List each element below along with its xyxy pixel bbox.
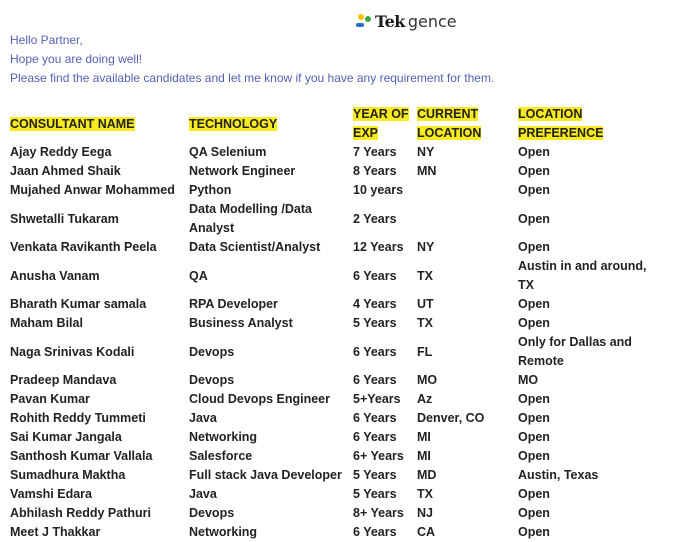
cell-technology: Salesforce (189, 449, 253, 463)
cell-experience: 5+Years (353, 392, 401, 406)
cell-location-preference: Open (518, 411, 550, 425)
cell-location-preference: Open (518, 145, 550, 159)
cell-consultant-name: Bharath Kumar samala (10, 297, 147, 311)
cell-current-location: Denver, CO (417, 411, 485, 425)
cell-technology: Data Modelling /Data Analyst (189, 202, 312, 235)
cell-current-location: Az (417, 392, 433, 406)
greeting-block (10, 31, 494, 88)
cell-consultant-name: Pavan Kumar (10, 392, 90, 406)
cell-consultant-name: Ajay Reddy Eega (10, 145, 112, 159)
table-header-row (10, 105, 648, 143)
cell-consultant-name: Shwetalli Tukaram (10, 211, 119, 226)
cell-technology: Networking (189, 430, 258, 444)
cell-current-location (417, 181, 518, 200)
cell-location-preference: Open (518, 297, 550, 311)
cell-experience: 8 Years (353, 164, 397, 178)
cell-current-location: MO (417, 373, 438, 387)
cell-current-location: TX (417, 268, 433, 283)
cell-location-preference: Open (518, 211, 550, 226)
logo-mark-icon (356, 13, 374, 31)
cell-location-preference: Austin in and around, TX (518, 259, 647, 292)
cell-location-preference: Austin, Texas (518, 468, 599, 482)
cell-consultant-name: Venkata Ravikanth Peela (10, 240, 157, 254)
cell-location-preference: Open (518, 316, 550, 330)
cell-current-location: MI (417, 430, 431, 444)
header-technology: TECHNOLOGY (189, 116, 278, 131)
cell-technology: Networking (189, 525, 258, 539)
greeting-line: Hello Partner, (10, 33, 83, 47)
cell-current-location: TX (417, 487, 433, 501)
cell-consultant-name: Vamshi Edara (10, 487, 92, 501)
cell-current-location: UT (417, 297, 434, 311)
table-row (10, 447, 648, 466)
cell-current-location: MD (417, 468, 437, 482)
header-consultant-name: CONSULTANT NAME (10, 116, 135, 131)
table-row (10, 295, 648, 314)
header-current-location: CURRENT LOCATION (417, 107, 482, 140)
cell-technology: Java (189, 411, 217, 425)
cell-technology: Data Scientist/Analyst (189, 240, 321, 254)
cell-experience: 5 Years (353, 316, 397, 330)
cell-consultant-name: Jaan Ahmed Shaik (10, 164, 121, 178)
cell-experience: 2 Years (353, 211, 397, 226)
candidates-table (10, 105, 648, 542)
table-row (10, 181, 648, 200)
cell-consultant-name: Mujahed Anwar Mohammed (10, 183, 175, 197)
cell-experience: 6 Years (353, 525, 397, 539)
cell-consultant-name: Sai Kumar Jangala (10, 430, 122, 444)
table-row (10, 428, 648, 447)
cell-technology: Java (189, 487, 217, 501)
cell-consultant-name: Santhosh Kumar Vallala (10, 449, 153, 463)
cell-current-location: NY (417, 145, 435, 159)
table-row (10, 162, 648, 181)
cell-technology: Business Analyst (189, 316, 293, 330)
cell-technology: Cloud Devops Engineer (189, 392, 330, 406)
cell-experience: 6 Years (353, 268, 397, 283)
cell-experience: 6+ Years (353, 449, 404, 463)
cell-current-location: NY (417, 240, 435, 254)
cell-experience: 6 Years (353, 373, 397, 387)
cell-experience: 7 Years (353, 145, 397, 159)
table-row (10, 200, 648, 238)
cell-consultant-name: Anusha Vanam (10, 268, 100, 283)
cell-consultant-name: Abhilash Reddy Pathuri (10, 506, 151, 520)
cell-technology: Network Engineer (189, 164, 296, 178)
tekgence-logo (356, 3, 457, 31)
table-row (10, 143, 648, 162)
cell-current-location: NJ (417, 506, 433, 520)
table-row (10, 333, 648, 371)
table-row (10, 409, 648, 428)
cell-current-location: MN (417, 164, 437, 178)
cell-consultant-name: Rohith Reddy Tummeti (10, 411, 146, 425)
cell-experience: 10 years (353, 183, 404, 197)
cell-experience: 12 Years (353, 240, 404, 254)
cell-technology: QA (189, 268, 208, 283)
cell-location-preference: Open (518, 525, 550, 539)
table-row (10, 485, 648, 504)
cell-consultant-name: Naga Srinivas Kodali (10, 344, 135, 359)
table-row (10, 523, 648, 542)
cell-technology: RPA Developer (189, 297, 278, 311)
table-row (10, 390, 648, 409)
cell-location-preference: Open (518, 183, 550, 197)
cell-experience: 6 Years (353, 411, 397, 425)
cell-experience: 8+ Years (353, 506, 404, 520)
cell-current-location: FL (417, 344, 433, 359)
table-row (10, 504, 648, 523)
cell-location-preference: Open (518, 506, 550, 520)
cell-current-location: TX (417, 316, 433, 330)
cell-location-preference: Open (518, 392, 550, 406)
cell-technology: Devops (189, 373, 235, 387)
cell-consultant-name: Meet J Thakkar (10, 525, 101, 539)
cell-current-location: MI (417, 449, 431, 463)
cell-technology: Full stack Java Developer (189, 468, 342, 482)
cell-consultant-name: Maham Bilal (10, 316, 83, 330)
greeting-line: Please find the available candidates and let me know if you have any requirement for them. (10, 71, 495, 85)
table-row (10, 238, 648, 257)
cell-consultant-name: Pradeep Mandava (10, 373, 117, 387)
cell-technology: Devops (189, 506, 235, 520)
table-row (10, 314, 648, 333)
cell-experience: 5 Years (353, 468, 397, 482)
cell-experience: 5 Years (353, 487, 397, 501)
cell-experience: 6 Years (353, 344, 397, 359)
cell-experience: 4 Years (353, 297, 397, 311)
cell-experience: 6 Years (353, 430, 397, 444)
table-row (10, 371, 648, 390)
cell-location-preference: Open (518, 449, 550, 463)
cell-location-preference: Only for Dallas and Remote (518, 335, 632, 368)
cell-technology: Devops (189, 344, 235, 359)
logo-text-gence: gence (407, 12, 457, 31)
cell-location-preference: MO (518, 373, 539, 387)
table-row (10, 466, 648, 485)
cell-location-preference: Open (518, 430, 550, 444)
header-location-preference: LOCATION PREFERENCE (518, 107, 604, 140)
cell-location-preference: Open (518, 487, 550, 501)
header-year-of-exp: YEAR OF EXP (353, 107, 409, 140)
cell-current-location (417, 200, 518, 238)
table-row (10, 257, 648, 295)
greeting-line: Hope you are doing well! (10, 52, 143, 66)
cell-location-preference: Open (518, 164, 550, 178)
cell-current-location: CA (417, 525, 436, 539)
cell-technology: Python (189, 183, 232, 197)
cell-consultant-name: Sumadhura Maktha (10, 468, 126, 482)
cell-technology: QA Selenium (189, 145, 267, 159)
logo-text-tek: Tek (375, 12, 405, 31)
cell-location-preference: Open (518, 240, 550, 254)
